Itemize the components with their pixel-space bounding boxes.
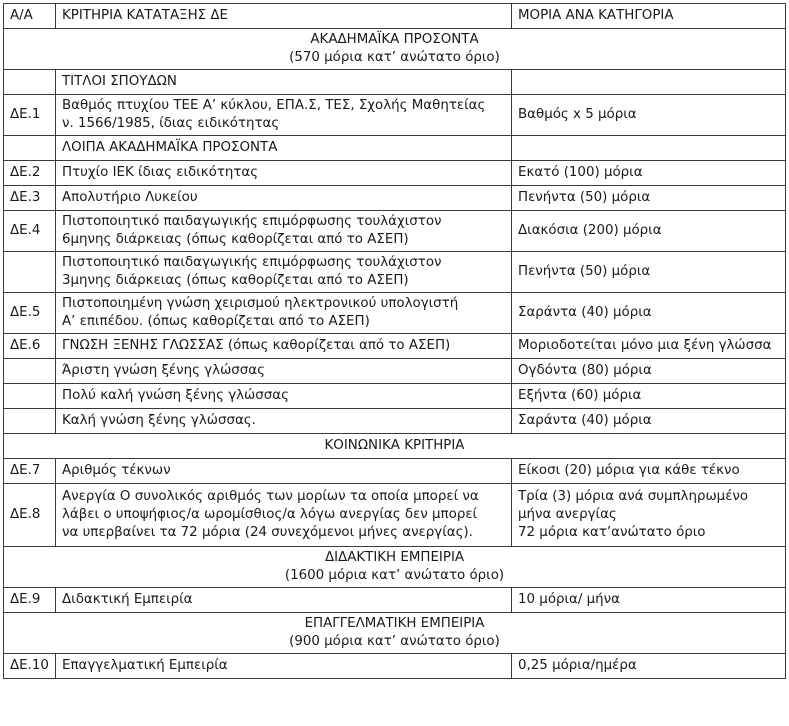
header-aa: Α/Α <box>4 4 56 29</box>
row-points: Είκοσι (20) μόρια για κάθε τέκνο <box>512 459 786 484</box>
section-academic <box>4 29 786 70</box>
row-id: ΔΕ.3 <box>4 186 56 211</box>
table-row-de4b <box>4 252 786 293</box>
table-row-de6 <box>4 334 786 359</box>
empty-cell <box>512 70 786 95</box>
table-row-de1 <box>4 95 786 136</box>
section-title: ΕΠΑΓΓΕΛΜΑΤΙΚΗ ΕΜΠΕΙΡΙΑ <box>304 616 485 631</box>
table-row-lang-very-good <box>4 384 786 409</box>
subsection-row-other-academic <box>4 136 786 161</box>
row-criterion: Πολύ καλή γνώση ξένης γλώσσας <box>56 384 512 409</box>
table-row-de8 <box>4 484 786 547</box>
section-row-social <box>4 434 786 459</box>
empty-cell <box>4 409 56 434</box>
row-points: Ογδόντα (80) μόρια <box>512 359 786 384</box>
row-id: ΔΕ.4 <box>4 211 56 252</box>
section-row-professional <box>4 613 786 654</box>
empty-cell <box>4 136 56 161</box>
row-points: Σαράντα (40) μόρια <box>512 409 786 434</box>
row-points: Πενήντα (50) μόρια <box>512 186 786 211</box>
row-id: ΔΕ.6 <box>4 334 56 359</box>
header-criteria: ΚΡΙΤΗΡΙΑ ΚΑΤΑΤΑΞΗΣ ΔΕ <box>56 4 512 29</box>
row-criterion: Απολυτήριο Λυκείου <box>56 186 512 211</box>
row-points: Διακόσια (200) μόρια <box>512 211 786 252</box>
table-row-lang-good <box>4 409 786 434</box>
row-points: Σαράντα (40) μόρια <box>512 293 786 334</box>
criterion-line: Πιστοποιημένη γνώση χειρισμού ηλεκτρονικού υπολογιστή <box>62 296 459 311</box>
row-id: ΔΕ.5 <box>4 293 56 334</box>
section-subtitle: (570 μόρια κατ’ ανώτατο όριο) <box>289 50 500 65</box>
row-points: 0,25 μόρια/ημέρα <box>512 654 786 679</box>
row-points: Εκατό (100) μόρια <box>512 161 786 186</box>
row-points: Πενήντα (50) μόρια <box>512 252 786 293</box>
row-id: ΔΕ.1 <box>4 95 56 136</box>
criterion-line: 3μηνης διάρκειας (όπως καθορίζεται από το ΑΣΕΠ) <box>62 273 409 288</box>
row-id: ΔΕ.9 <box>4 588 56 613</box>
row-points: Εξήντα (60) μόρια <box>512 384 786 409</box>
subsection-title: ΤΙΤΛΟΙ ΣΠΟΥΔΩΝ <box>56 70 512 95</box>
table-header-row <box>4 4 786 29</box>
table-row-de4a <box>4 211 786 252</box>
subsection-row-degrees <box>4 70 786 95</box>
criterion-line: να υπερβαίνει τα 72 μόρια (24 συνεχόμενοι μήνες ανεργίας). <box>62 525 473 540</box>
empty-cell <box>4 70 56 95</box>
section-professional <box>4 613 786 654</box>
table-row-de7 <box>4 459 786 484</box>
section-row-teaching <box>4 547 786 588</box>
row-id: ΔΕ.8 <box>4 484 56 547</box>
criterion-line: Α’ επιπέδου. (όπως καθορίζεται από το ΑΣΕΠ) <box>62 314 370 329</box>
table-row-de3 <box>4 186 786 211</box>
criterion-line: λάβει ο υποψήφιος/α ωρομίσθιος/α λόγω ανεργίας δεν μπορεί <box>62 507 478 522</box>
points-line: Τρία (3) μόρια ανά συμπληρωμένο <box>518 489 749 504</box>
section-social: ΚΟΙΝΩΝΙΚΑ ΚΡΙΤΗΡΙΑ <box>4 434 786 459</box>
criterion-line: 6μηνης διάρκειας (όπως καθορίζεται από το ΑΣΕΠ) <box>62 232 409 247</box>
points-line: 72 μόρια κατ’ανώτατο όριο <box>518 525 706 540</box>
criteria-table <box>3 3 786 679</box>
row-criterion <box>56 252 512 293</box>
row-criterion <box>56 293 512 334</box>
header-points: ΜΟΡΙΑ ΑΝΑ ΚΑΤΗΓΟΡΙΑ <box>512 4 786 29</box>
table-row-de2 <box>4 161 786 186</box>
row-criterion <box>56 484 512 547</box>
row-id: ΔΕ.10 <box>4 654 56 679</box>
criterion-line: Πιστοποιητικό παιδαγωγικής επιμόρφωσης τουλάχιστον <box>62 255 442 270</box>
subsection-title: ΛΟΙΠΑ ΑΚΑΔΗΜΑΪΚΑ ΠΡΟΣΟΝΤΑ <box>56 136 512 161</box>
section-teaching <box>4 547 786 588</box>
section-title: ΑΚΑΔΗΜΑΪΚΑ ΠΡΟΣΟΝΤΑ <box>310 32 479 47</box>
criterion-line: Βαθμός πτυχίου ΤΕΕ Α’ κύκλου, ΕΠΑ.Σ, ΤΕΣ, Σχολής Μαθητείας <box>62 98 486 113</box>
section-subtitle: (900 μόρια κατ’ ανώτατο όριο) <box>289 634 500 649</box>
row-criterion: Επαγγελματική Εμπειρία <box>56 654 512 679</box>
row-points <box>512 484 786 547</box>
row-criterion: Διδακτική Εμπειρία <box>56 588 512 613</box>
row-points: 10 μόρια/ μήνα <box>512 588 786 613</box>
criterion-line: Πιστοποιητικό παιδαγωγικής επιμόρφωσης τουλάχιστον <box>62 214 442 229</box>
section-title: ΔΙΔΑΚΤΙΚΗ ΕΜΠΕΙΡΙΑ <box>324 550 465 565</box>
row-points: Βαθμός x 5 μόρια <box>512 95 786 136</box>
row-id: ΔΕ.2 <box>4 161 56 186</box>
empty-cell <box>4 359 56 384</box>
row-criterion <box>56 211 512 252</box>
table-row-de5 <box>4 293 786 334</box>
empty-cell <box>4 252 56 293</box>
row-criterion <box>56 95 512 136</box>
criterion-line: Ανεργία Ο συνολικός αριθμός των μορίων τα οποία μπορεί να <box>62 489 479 504</box>
row-criterion: ΓΝΩΣΗ ΞΕΝΗΣ ΓΛΩΣΣΑΣ (όπως καθορίζεται από το ΑΣΕΠ) <box>56 334 512 359</box>
points-line: μήνα ανεργίας <box>518 507 617 522</box>
table-row-lang-excellent <box>4 359 786 384</box>
criterion-line: ν. 1566/1985, ίδιας ειδικότητας <box>62 116 280 131</box>
row-criterion: Άριστη γνώση ξένης γλώσσας <box>56 359 512 384</box>
empty-cell <box>512 136 786 161</box>
section-row-academic <box>4 29 786 70</box>
table-row-de10 <box>4 654 786 679</box>
empty-cell <box>4 384 56 409</box>
table-row-de9 <box>4 588 786 613</box>
row-criterion: Αριθμός τέκνων <box>56 459 512 484</box>
row-criterion: Καλή γνώση ξένης γλώσσας. <box>56 409 512 434</box>
row-id: ΔΕ.7 <box>4 459 56 484</box>
row-criterion: Πτυχίο ΙΕΚ ίδιας ειδικότητας <box>56 161 512 186</box>
section-subtitle: (1600 μόρια κατ’ ανώτατο όριο) <box>284 568 505 583</box>
row-points: Μοριοδοτείται μόνο μια ξένη γλώσσα <box>512 334 786 359</box>
